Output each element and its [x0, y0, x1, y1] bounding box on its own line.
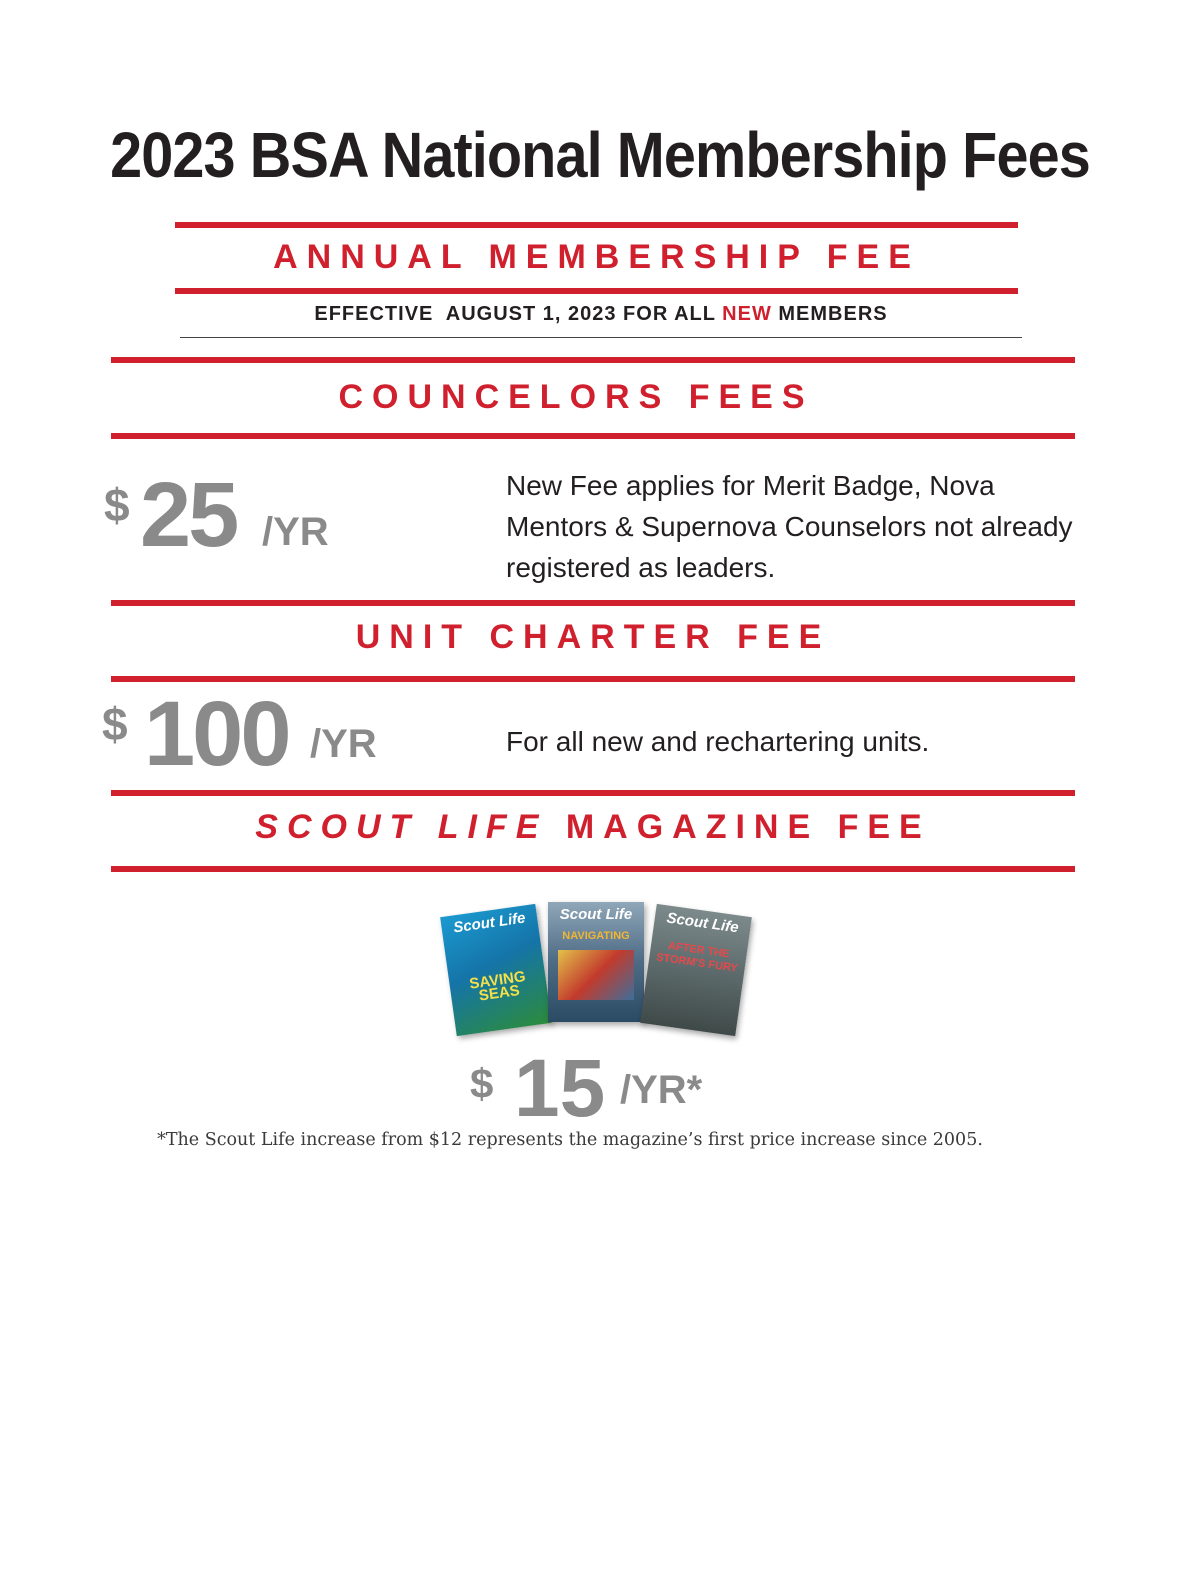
effective-highlight: NEW — [722, 303, 772, 325]
counselors-per-year: /YR — [262, 510, 329, 554]
footnote: *The Scout Life increase from $12 represents the magazine’s first price increase since 2005. — [157, 1130, 983, 1150]
divider — [175, 222, 1018, 228]
magazine-cover — [440, 904, 552, 1036]
effective-suffix: MEMBERS — [771, 303, 888, 325]
magazine-covers — [440, 900, 750, 1050]
magazine-cover — [640, 904, 752, 1036]
cover-headline: NAVIGATING — [562, 930, 630, 942]
magazine-cover — [548, 902, 644, 1022]
cover-masthead: Scout Life — [452, 909, 527, 937]
description-line: registered as leaders. — [506, 552, 776, 583]
magazine-name: SCOUT LIFE — [255, 808, 548, 846]
cover-photo — [558, 950, 634, 1000]
unit-charter-amount: 100 — [144, 683, 289, 785]
annual-fee-heading: ANNUAL MEMBERSHIP FEE — [273, 238, 920, 276]
counselors-currency: $ — [104, 479, 130, 531]
cover-headline: AFTER THE STORM'S FURY — [655, 939, 739, 975]
unit-charter-currency: $ — [102, 698, 128, 750]
description-line: Mentors & Supernova Counselors not already — [506, 511, 1073, 542]
divider — [111, 600, 1075, 606]
cover-headline: SAVING SEAS — [468, 968, 527, 1005]
page-title: 2023 BSA National Membership Fees — [110, 119, 1090, 191]
unit-charter-description: For all new and rechartering units. — [506, 726, 930, 757]
magazine-per-year: /YR* — [620, 1068, 703, 1112]
counselors-fee-heading: COUNCELORS FEES — [338, 378, 814, 416]
divider — [180, 337, 1022, 338]
effective-date-note — [180, 303, 1022, 326]
effective-prefix: EFFECTIVE AUGUST 1, 2023 FOR ALL — [314, 303, 723, 325]
magazine-amount: 15 — [514, 1043, 606, 1134]
divider — [111, 433, 1075, 439]
unit-charter-per-year: /YR — [310, 722, 377, 766]
divider — [111, 866, 1075, 872]
magazine-fee-heading — [111, 808, 1075, 847]
cover-masthead: Scout Life — [665, 909, 740, 937]
description-line: New Fee applies for Merit Badge, Nova — [506, 470, 995, 501]
magazine-fee-label: MAGAZINE FEE — [547, 808, 931, 846]
counselors-description — [506, 465, 1086, 588]
cover-masthead: Scout Life — [559, 906, 633, 923]
divider — [111, 790, 1075, 796]
divider — [111, 357, 1075, 363]
divider — [175, 288, 1018, 294]
magazine-currency: $ — [470, 1060, 494, 1107]
unit-charter-heading: UNIT CHARTER FEE — [355, 618, 831, 656]
counselors-amount: 25 — [140, 464, 237, 566]
